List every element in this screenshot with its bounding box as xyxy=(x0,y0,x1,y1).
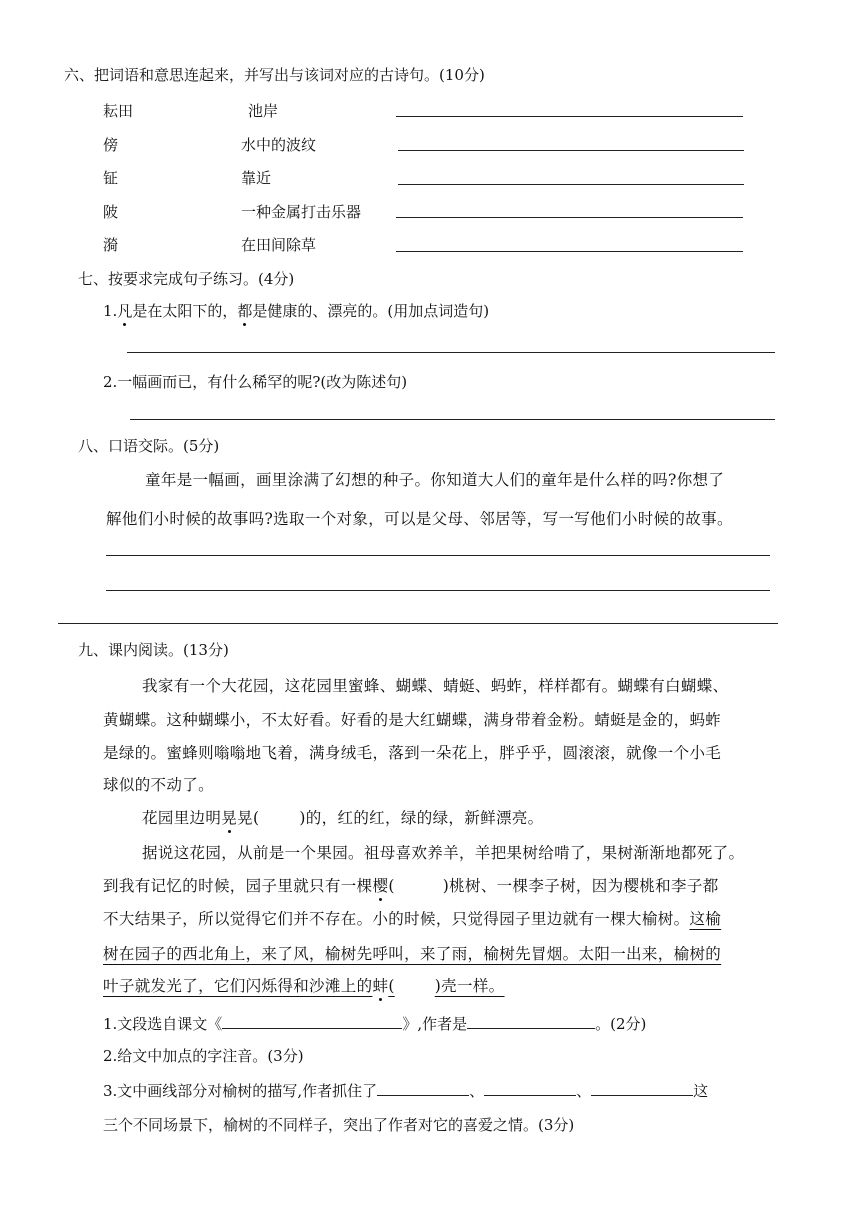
dotted-word: 凡 xyxy=(117,302,133,320)
passage-text: 叶子就发光了，它们闪烁得和沙滩上的 xyxy=(103,977,373,995)
word-item: 耘田 xyxy=(103,102,134,120)
question-9-2: 2.给文中加点的字注音。(3分) xyxy=(103,1047,304,1065)
meaning-item: 一种金属打击乐器 xyxy=(241,203,362,221)
section-9-heading: 九、课内阅读。(13分) xyxy=(78,641,229,659)
meaning-item: 靠近 xyxy=(241,169,272,187)
answer-line[interactable] xyxy=(398,184,744,185)
word-item: 钲 xyxy=(103,169,119,187)
passage-line: 是绿的。蜜蜂则嗡嗡地飞着，满身绒毛，落到一朵花上，胖乎乎，圆滚滚，就像一个小毛 xyxy=(103,744,722,762)
question-9-3-cont: 三个不同场景下，榆树的不同样子，突出了作者对它的喜爱之情。(3分) xyxy=(103,1116,575,1134)
passage-line xyxy=(142,806,544,828)
question-number: 1. xyxy=(103,302,118,320)
passage-text: 到我有记忆的时候，园子里就只有一棵 xyxy=(103,877,373,895)
prompt-line: 解他们小时候的故事吗?选取一个对象，可以是父母、邻居等，写一写他们小时候的故事。 xyxy=(106,510,733,528)
passage-line: 黄蝴蝶。这种蝴蝶小，不太好看。好看的是大红蝴蝶，满身带着金粉。蜻蜓是金的，蚂蚱 xyxy=(103,711,722,729)
passage-text: )壳一样。 xyxy=(434,977,505,995)
answer-blank[interactable] xyxy=(222,1014,402,1029)
answer-blank[interactable] xyxy=(467,1014,595,1029)
underlined-passage-line xyxy=(103,974,505,996)
underlined-text: 这榆 xyxy=(689,910,722,928)
passage-text: 晃( xyxy=(237,809,260,827)
meaning-item: 池岸 xyxy=(248,102,279,120)
passage-text: 不大结果子，所以觉得它们并不存在。小的时候，只觉得园子里边就有一棵大榆树。 xyxy=(103,910,690,928)
question-7-2: 2.一幅画而已，有什么稀罕的呢?(改为陈述句) xyxy=(103,373,408,391)
answer-line[interactable] xyxy=(396,116,743,117)
answer-line[interactable] xyxy=(130,419,775,420)
question-text: 3.文中画线部分对榆树的描写,作者抓住了 xyxy=(103,1082,378,1100)
section-8-heading: 八、口语交际。(5分) xyxy=(78,437,220,455)
answer-line[interactable] xyxy=(396,251,743,252)
word-item: 漪 xyxy=(103,236,119,254)
answer-line[interactable] xyxy=(106,590,770,591)
dotted-char: 晃 xyxy=(221,806,237,828)
answer-line[interactable] xyxy=(127,352,775,353)
question-9-1 xyxy=(103,1013,646,1034)
question-text: 、 xyxy=(576,1082,592,1100)
underlined-text: 树在园子的西北角上，来了风，榆树先呼叫，来了雨，榆树先冒烟。太阳一出来，榆树的 xyxy=(103,945,722,963)
question-text: 1.文段选自课文《 xyxy=(103,1015,223,1033)
passage-line: 球似的不动了。 xyxy=(103,776,214,794)
question-text: 》,作者是 xyxy=(402,1015,468,1033)
question-text: 。(2分) xyxy=(595,1015,647,1033)
question-text: 、 xyxy=(469,1082,485,1100)
section-7-heading: 七、按要求完成句子练习。(4分) xyxy=(78,270,295,288)
prompt-line: 童年是一幅画，画里涂满了幻想的种子。你知道大人们的童年是什么样的吗?你想了 xyxy=(145,471,725,489)
meaning-item: 水中的波纹 xyxy=(241,136,317,154)
question-text: 是在太阳下的， xyxy=(132,302,238,320)
dotted-char: 蚌 xyxy=(372,974,388,996)
dotted-char: 樱 xyxy=(372,874,388,896)
answer-blank[interactable] xyxy=(377,1081,469,1096)
meaning-item: 在田间除草 xyxy=(241,236,317,254)
word-item: 陂 xyxy=(103,203,119,221)
section-divider xyxy=(58,623,778,624)
passage-line xyxy=(103,874,719,896)
passage-text: )的，红的红，绿的绿，新鲜漂亮。 xyxy=(299,809,544,827)
word-item: 傍 xyxy=(103,136,119,154)
section-6-heading: 六、把词语和意思连起来，并写出与该词对应的古诗句。(10分) xyxy=(64,66,485,84)
answer-blank[interactable] xyxy=(484,1081,576,1096)
passage-line xyxy=(103,907,721,929)
question-text: 是健康的、漂亮的。(用加点词造句) xyxy=(252,302,490,320)
passage-text: ( xyxy=(388,877,395,895)
answer-blank[interactable] xyxy=(591,1081,693,1096)
passage-text: 花园里边明 xyxy=(142,809,222,827)
passage-line: 据说这花园，从前是一个果园。祖母喜欢养羊，羊把果树给啃了，果树渐渐地都死了。 xyxy=(142,844,745,862)
answer-line[interactable] xyxy=(398,150,744,151)
passage-text: ( xyxy=(388,977,395,995)
dotted-word: 都 xyxy=(237,302,253,320)
answer-line[interactable] xyxy=(396,217,743,218)
question-7-1 xyxy=(103,300,489,321)
answer-line[interactable] xyxy=(106,555,770,556)
passage-text: )桃树、一棵李子树，因为樱桃和李子都 xyxy=(442,877,719,895)
question-text: 这 xyxy=(693,1082,709,1100)
question-9-3 xyxy=(103,1080,708,1101)
passage-line: 我家有一个大花园，这花园里蜜蜂、蝴蝶、蜻蜓、蚂蚱，样样都有。蝴蝶有白蝴蝶、 xyxy=(142,677,729,695)
